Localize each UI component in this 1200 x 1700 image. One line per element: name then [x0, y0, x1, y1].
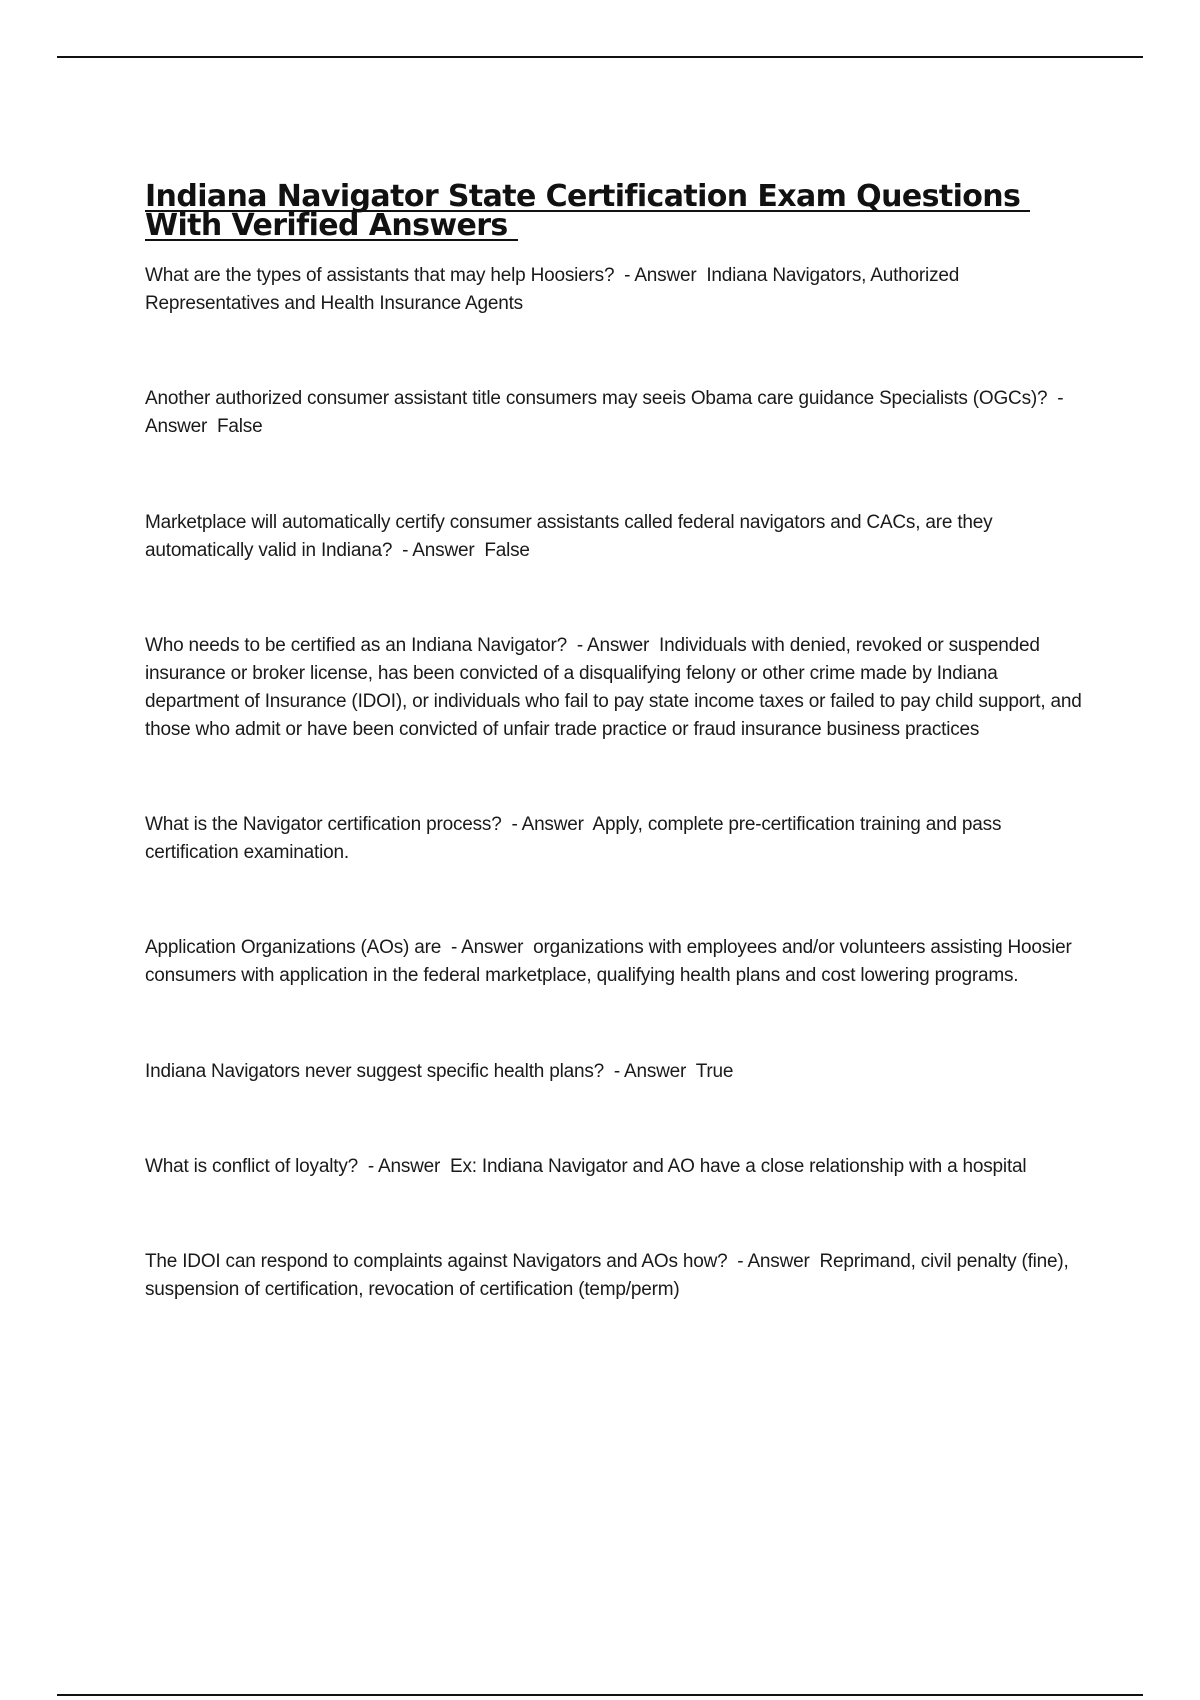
answer-separator: - Answer	[576, 635, 650, 656]
answer-separator: - Answer	[450, 937, 524, 958]
question-text: Application Organizations (AOs) are	[145, 937, 442, 958]
qa-item-2	[145, 385, 1085, 441]
document-body	[145, 179, 1085, 1304]
answer-text: organizations with employees and/or volunteers assisting Hoosier consumers with application in the federal marketplace, qualifying health plans and cost lowering programs.	[145, 937, 1072, 986]
top-rule	[57, 56, 1143, 58]
answer-text: True	[695, 1061, 734, 1082]
qa-item-3	[145, 509, 1085, 565]
qa-item-1	[145, 262, 1085, 318]
question-text: Indiana Navigators never suggest specific health plans?	[145, 1061, 605, 1082]
answer-text: Individuals with denied, revoked or suspended insurance or broker license, has been convicted of a disqualifying felony or other crime made by Indiana department of Insurance (IDOI), or individuals who fail to pay state income taxes or failed to pay child support, and those who admit or have been convicted of unfair trade practice or fraud insurance business practices	[145, 635, 1082, 740]
qa-item-8	[145, 1153, 1085, 1181]
answer-text: Ex: Indiana Navigator and AO have a close relationship with a hospital	[450, 1156, 1027, 1177]
answer-separator: - Answer	[402, 540, 475, 561]
qa-item-6	[145, 934, 1085, 990]
bottom-rule	[57, 1694, 1143, 1696]
question-text: What is the Navigator certification process?	[145, 814, 502, 835]
title-line-2: With Verified Answers	[145, 213, 518, 241]
qa-item-4	[145, 632, 1085, 744]
qa-item-5	[145, 811, 1085, 867]
question-text: What are the types of assistants that may help Hoosiers?	[145, 265, 615, 286]
answer-text: False	[484, 540, 530, 561]
answer-text: Indiana Navigators, Authorized Representatives and Health Insurance Agents	[145, 265, 960, 314]
question-text: The IDOI can respond to complaints against Navigators and AOs how?	[145, 1251, 728, 1272]
answer-separator: - Answer	[367, 1156, 441, 1177]
document-title	[145, 179, 1085, 243]
answer-separator: - Answer	[511, 814, 584, 835]
title-line-1: Indiana Navigator State Certification Exam Questions	[145, 184, 1030, 212]
question-text: Marketplace will automatically certify consumer assistants called federal navigators and CACs, are they automatically valid in Indiana?	[145, 512, 993, 561]
answer-text: Reprimand, civil penalty (fine), suspension of certification, revocation of certification (temp/perm)	[145, 1251, 1069, 1300]
answer-separator: - Answer	[145, 388, 1064, 437]
answer-separator: - Answer	[737, 1251, 810, 1272]
question-text: Another authorized consumer assistant title consumers may seeis Obama care guidance Specialists (OGCs)?	[145, 388, 1048, 409]
answer-text: False	[217, 416, 263, 437]
qa-item-9	[145, 1248, 1085, 1304]
question-text: Who needs to be certified as an Indiana Navigator?	[145, 635, 567, 656]
qa-item-7	[145, 1058, 1085, 1086]
answer-separator: - Answer	[613, 1061, 687, 1082]
question-text: What is conflict of loyalty?	[145, 1156, 358, 1177]
answer-text: Apply, complete pre-certification training and pass certification examination.	[145, 814, 1002, 863]
answer-separator: - Answer	[624, 265, 697, 286]
